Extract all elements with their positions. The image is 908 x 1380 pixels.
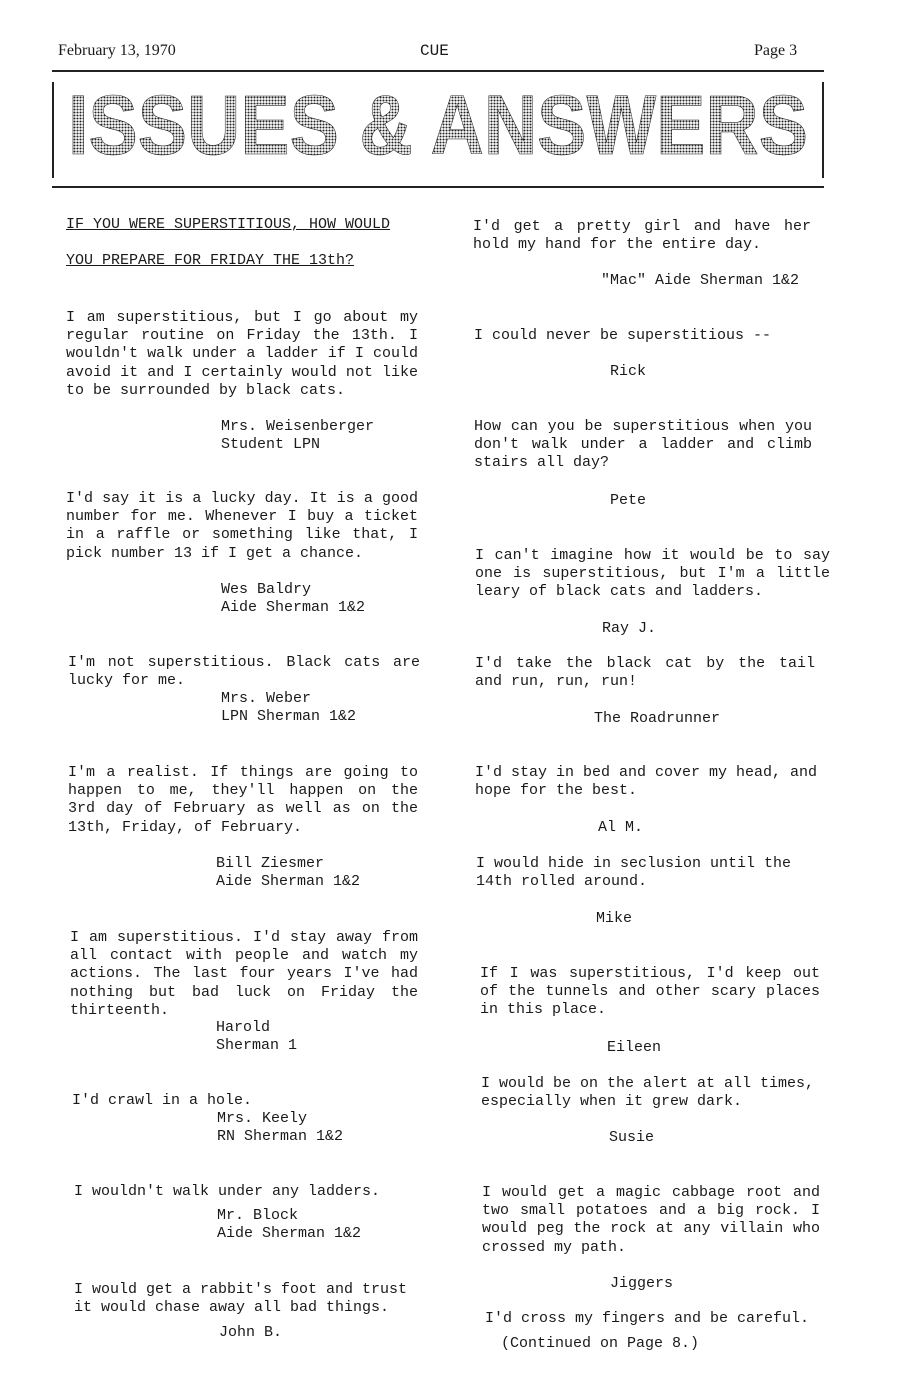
response-text: I'd take the black cat by the tail and run, run, run!: [475, 655, 825, 691]
response-text: I'd cross my fingers and be careful.: [485, 1310, 810, 1327]
response-author: "Mac" Aide Sherman 1&2: [601, 272, 800, 289]
response-text: I can't imagine how it would be to say one is superstitious, but I'm a little leary of black cats and ladders.: [475, 547, 840, 601]
response-author: Mrs. Keely RN Sherman 1&2: [217, 1110, 344, 1146]
response-text: I'd say it is a lucky day. It is a good number for me. Whenever I buy a ticket in a raffle or something like that, I pick number 13 if I get a chance.: [66, 490, 428, 562]
newspaper-name: CUE: [420, 42, 449, 60]
response-author: Mr. Block Aide Sherman 1&2: [217, 1207, 362, 1243]
response-author: The Roadrunner: [594, 710, 721, 727]
response-author: Ray J.: [602, 620, 657, 637]
response-author: John B.: [219, 1324, 283, 1341]
banner-title: ISSUES & ANSWERS: [68, 78, 808, 172]
continued-note: (Continued on Page 8.): [501, 1335, 700, 1352]
response-author: Jiggers: [610, 1275, 674, 1292]
response-text: How can you be superstitious when you don't walk under a ladder and climb stairs all day?: [474, 418, 822, 472]
response-author: Pete: [610, 492, 647, 509]
response-author: Harold Sherman 1: [216, 1019, 298, 1055]
response-text: I'd get a pretty girl and have her hold my hand for the entire day.: [473, 218, 821, 254]
question-line-1: IF YOU WERE SUPERSTITIOUS, HOW WOULD: [66, 216, 391, 233]
response-text: I am superstitious, but I go about my regular routine on Friday the 13th. I wouldn't walk under a ladder if I could avoid it and I certainly would not like to be surrounded by black cats.: [66, 309, 428, 399]
response-author: Wes Baldry Aide Sherman 1&2: [221, 581, 366, 617]
response-author: Bill Ziesmer Aide Sherman 1&2: [216, 855, 361, 891]
response-text: I am superstitious. I'd stay away from all contact with people and watch my actions. The last four years I've had nothing but bad luck on Friday the thirteenth.: [70, 929, 428, 1019]
response-author: Mrs. Weisenberger Student LPN: [221, 418, 375, 454]
response-text: I wouldn't walk under any ladders.: [74, 1183, 381, 1200]
response-author: Susie: [609, 1129, 655, 1146]
response-author: Mike: [596, 910, 633, 927]
banner-title-graphic: [52, 72, 824, 186]
response-author: Rick: [610, 363, 647, 380]
response-text: I would be on the alert at all times, especially when it grew dark.: [481, 1075, 824, 1111]
response-text: I'd crawl in a hole.: [72, 1092, 253, 1109]
response-text: I'd stay in bed and cover my head, and hope for the best.: [475, 764, 827, 800]
response-text: I would hide in seclusion until the 14th rolled around.: [476, 855, 801, 891]
section-banner: [52, 70, 824, 188]
response-author: Eileen: [607, 1039, 662, 1056]
page-number: Page 3: [754, 42, 798, 59]
response-author: Al M.: [598, 819, 644, 836]
issue-date: February 13, 1970: [58, 42, 176, 59]
response-text: I would get a magic cabbage root and two small potatoes and a big rock. I would peg the rock at any villain who crossed my path.: [482, 1184, 830, 1256]
response-text: I'm not superstitious. Black cats are lucky for me.: [68, 654, 430, 690]
question-line-2: YOU PREPARE FOR FRIDAY THE 13th?: [66, 252, 355, 269]
response-text: I would get a rabbit's foot and trust it would chase away all bad things.: [74, 1281, 417, 1317]
response-text: If I was superstitious, I'd keep out of the tunnels and other scary places in this place.: [480, 965, 830, 1019]
response-author: Mrs. Weber LPN Sherman 1&2: [221, 690, 357, 726]
response-text: I'm a realist. If things are going to happen to me, they'll happen on the 3rd day of February as well as on the 13th, Friday, of February.: [68, 764, 428, 836]
response-text: I could never be superstitious --: [474, 327, 772, 344]
